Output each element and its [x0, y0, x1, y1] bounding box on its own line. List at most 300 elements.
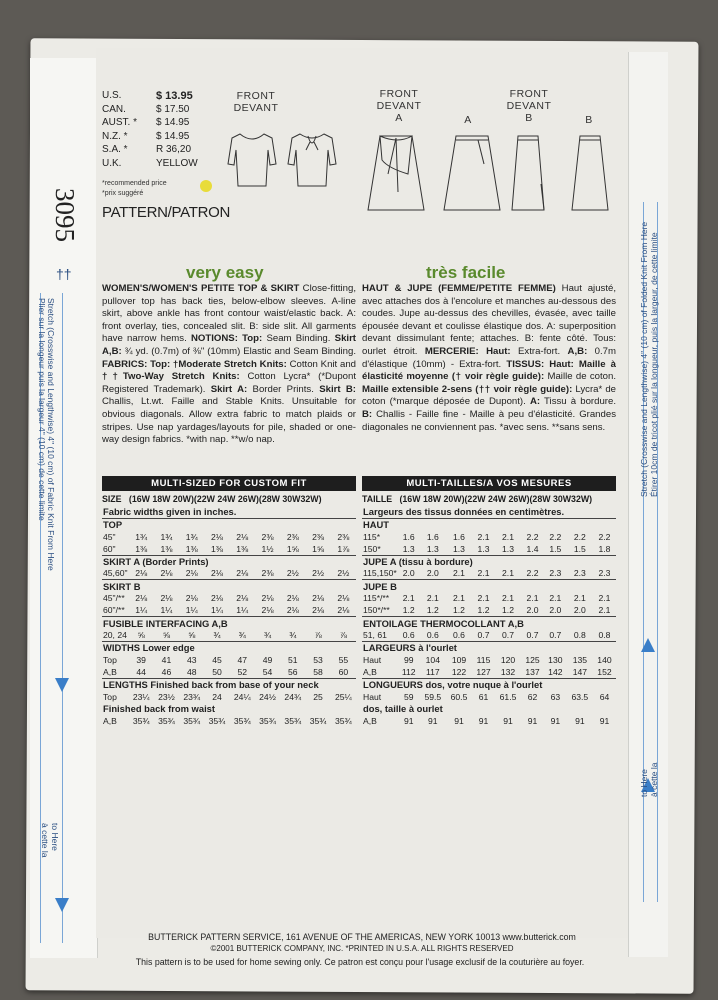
table-cell: 1¼ [236, 605, 249, 616]
table-cell: 2.2 [598, 531, 611, 542]
price-country: U.S. [102, 90, 122, 101]
level-french: très facile [426, 263, 506, 282]
table-cell: 63 [550, 691, 561, 702]
table-cell: 91 [550, 716, 561, 727]
table-cell: 1.2 [477, 605, 490, 616]
table-cell: 35¾ [183, 716, 201, 727]
desc-text-run: Challis - Faille fine - Maille à peu d'élasticité. Grandes diagonales ne conviennent pas. *avec sens. **sans sens. [362, 408, 616, 433]
table-cell: 35¾ [158, 716, 175, 727]
table-row [362, 629, 616, 641]
table-cell: 112 [401, 666, 416, 677]
table-cell: 2.1 [477, 531, 490, 542]
left-a-cette: à cette la [40, 823, 50, 858]
description-french [362, 283, 616, 434]
table-cell: 2⅛ [211, 593, 223, 604]
table-row-label: A,B [103, 666, 117, 677]
table-cell: 49 [262, 654, 273, 665]
table-cell: 2.1 [502, 568, 514, 579]
table-cell: 2.2 [526, 568, 539, 579]
table-cell: 35¾ [284, 716, 302, 727]
table-cell: 99 [403, 654, 414, 665]
table-cell: 52 [237, 666, 248, 677]
desc-bold-run: TISSUS: Haut: Maille à élasticité moyenne († voir règle guide): [362, 358, 616, 383]
table-cell: 2⅛ [261, 605, 274, 616]
table-cell: 2.1 [426, 593, 439, 604]
table-cell: 2.1 [526, 593, 539, 604]
table-row-label: 150*/** [363, 605, 390, 616]
table-cell: 59 [403, 691, 414, 702]
table-section-label: Largeurs des tissus données en centimètres. [363, 506, 565, 518]
table-cell: 35¾ [259, 716, 276, 727]
table-cell: 132 [500, 666, 516, 677]
table-cell: 62 [527, 691, 538, 702]
table-cell: 2.2 [573, 531, 586, 542]
table-cell: 0.7 [502, 629, 514, 640]
yardage-table-english [102, 506, 356, 727]
table-cell: 2.0 [573, 605, 586, 616]
size-row-english: SIZE (16W 18W 20W)(22W 24W 26W)(28W 30W32W) [102, 494, 322, 504]
stretch-symbols: †† [56, 266, 72, 282]
table-cell: 2⅛ [236, 593, 249, 604]
desc-bold-run: Skirt A,B: [102, 333, 357, 357]
table-cell: 2.2 [526, 531, 539, 542]
stretch-arrow-down-icon [55, 678, 69, 692]
table-cell: 59.5 [424, 691, 442, 702]
size-row-french: TAILLE (16W 18W 20W)(22W 24W 26W)(28W 30W32W) [362, 494, 593, 504]
table-row [102, 580, 356, 592]
table-cell: 2⅛ [135, 593, 148, 604]
yellow-color-dot [200, 180, 212, 192]
table-cell: 2.3 [598, 568, 611, 579]
price-amount: $ 17.50 [156, 103, 190, 115]
table-cell: 58 [313, 666, 323, 677]
table-cell: 2.2 [549, 531, 562, 542]
left-stretch-gauge [30, 58, 98, 958]
table-row [362, 592, 616, 604]
table-cell: 2.1 [477, 568, 490, 579]
table-row-label: 115*/** [363, 593, 390, 604]
table-cell: 91 [428, 716, 438, 727]
table-cell: 1⅝ [312, 543, 325, 554]
description-english [102, 283, 356, 447]
table-cell: 1.5 [573, 543, 586, 554]
table-row-label: Haut [363, 691, 382, 702]
table-row [102, 678, 356, 690]
table-cell: 1.3 [402, 543, 415, 554]
skirt-sketches-icon [358, 134, 620, 214]
table-cell: 55 [338, 654, 349, 665]
table-cell: 127 [476, 666, 491, 677]
table-cell: 24¾ [284, 691, 302, 702]
table-row-label: 115,150* [363, 568, 397, 579]
table-cell: 1.2 [402, 605, 415, 616]
table-cell: 2⅜ [312, 531, 325, 542]
table-cell: 47 [237, 654, 248, 665]
price-country: N.Z. * [102, 130, 128, 142]
table-row [102, 567, 356, 579]
desc-text-run: Close-fitting, pullover top has back ties, below-elbow sleeves. A-line skirt, above ankle has front contour waist/elastic back. A: front overlay, ties, concealed slit. B: side slit. All garments have narrow hems. [102, 283, 357, 345]
table-cell: 2.3 [573, 568, 586, 579]
desc-text-run: ¾ yd. (0.7m) of ⅜" (10mm) Elastic and Seam Binding. [121, 345, 356, 357]
suggested-note: *prix suggéré [102, 190, 144, 197]
right-strip-text-2: Étirer 10cm de tricot plié sur la longueur, puis la largeur, de cette limite [649, 232, 659, 497]
table-cell: 43 [186, 654, 197, 665]
table-row [102, 629, 356, 641]
price-country: S.A. * [102, 144, 128, 155]
table-cell: 0.8 [598, 629, 611, 640]
price-amount: YELLOW [156, 157, 198, 169]
table-cell: 1.2 [502, 605, 514, 616]
section-bar-french: MULTI-TAILLES/A VOS MESURES [362, 476, 616, 491]
table-cell: 152 [597, 666, 612, 677]
table-cell: 2⅛ [185, 568, 198, 579]
table-section-label: Finished back from waist [103, 703, 216, 715]
table-cell: 91 [503, 716, 513, 727]
table-cell: 2⅜ [286, 531, 299, 542]
table-row [102, 604, 356, 616]
table-cell: 1⅞ [337, 543, 350, 554]
desc-bold-run: Top: [242, 333, 263, 345]
table-cell: 61 [478, 691, 489, 702]
table-row [362, 703, 616, 715]
table-cell: ⅝ [162, 629, 171, 640]
table-row [102, 592, 356, 604]
table-cell: 1.3 [502, 543, 514, 554]
table-cell: 51 [288, 654, 298, 665]
desc-text-run: Extra-fort. [510, 345, 568, 357]
table-cell: 0.6 [426, 629, 439, 640]
table-row-label: 60" [103, 543, 116, 554]
pattern-patron-label: PATTERN/PATRON [102, 204, 231, 221]
desc-bold-run: Skirt A: [210, 383, 248, 395]
table-row [102, 518, 356, 530]
price-amount: $ 14.95 [156, 117, 190, 128]
table-section-label: LARGEURS à l'ourlet [362, 641, 616, 653]
table-cell: ⅞ [314, 629, 322, 640]
table-row-label: Haut [363, 654, 382, 665]
table-cell: 23¾ [183, 691, 201, 702]
desc-bold-run: MERCERIE: Haut: [424, 345, 511, 357]
desc-bold-run: ††Two-Way Stretch Knits: [102, 371, 240, 383]
table-cell: 35¾ [208, 716, 226, 727]
section-bar-english: MULTI-SIZED FOR CUSTOM FIT [102, 476, 356, 491]
right-stretch-gauge [628, 52, 668, 957]
table-cell: 1.3 [426, 543, 439, 554]
price-amount: R 36,20 [156, 144, 192, 155]
left-to-here: to Here [50, 823, 60, 851]
table-cell: 2.1 [453, 568, 465, 579]
desc-text-run: Cotton Knit and [286, 358, 356, 370]
table-cell: ⅞ [339, 629, 347, 640]
table-cell: 2⅛ [312, 605, 325, 616]
table-cell: 1¼ [185, 605, 198, 616]
table-cell: 1.2 [426, 605, 439, 616]
table-cell: 1.3 [477, 543, 490, 554]
table-cell: 91 [403, 716, 414, 727]
stretch-arrow-up-icon [641, 638, 655, 652]
table-cell: 91 [527, 716, 538, 727]
price-country: U.K. [102, 157, 122, 169]
table-section-label: JUPE A (tissu à bordure) [362, 555, 616, 567]
table-section-label: ENTOILAGE THERMOCOLLANT A,B [362, 617, 616, 629]
table-section-label: JUPE B [362, 580, 616, 592]
table-cell: 63.5 [571, 691, 589, 702]
desc-text-run: 0.7m d'élastique (10mm) - Extra-fort. [362, 345, 617, 370]
desc-text-run: Border Prints. [247, 383, 320, 395]
table-row [102, 703, 356, 715]
table-cell: 2.0 [426, 568, 439, 579]
desc-text-run: Challis, Lt.wt. Faille and Stable Knits. Unsuitable for obvious diagonals. Allow extra fabric to match plaids or stripes. Use nap yardages/layouts for pile, shaded or one-way design fabrics. *with nap. **w/o nap. [102, 396, 356, 446]
table-row-label: 45,60" [103, 568, 128, 579]
table-row [102, 654, 356, 666]
table-cell: 125 [525, 654, 540, 665]
table-cell: 2⅜ [337, 531, 350, 542]
table-cell: 1½ [261, 543, 274, 554]
table-row [102, 641, 356, 653]
table-row-label: 150* [363, 543, 381, 554]
desc-text-run: Tissu à bordure. [540, 396, 616, 408]
table-cell: 2⅛ [286, 605, 299, 616]
table-row [102, 715, 356, 727]
table-cell: 1⅜ [236, 543, 249, 554]
right-a-cette: à cette la [649, 762, 659, 797]
table-cell: 23½ [158, 691, 175, 702]
table-row-label: 45" [103, 531, 116, 542]
desc-bold-run: WOMEN'S/WOMEN'S PETITE TOP & SKIRT [102, 283, 300, 294]
level-english: very easy [186, 263, 264, 282]
table-cell: 2⅛ [135, 568, 148, 579]
desc-bold-run: A: [529, 396, 541, 408]
table-section-label: WIDTHS Lower edge [102, 641, 356, 653]
desc-bold-run: A,B: [567, 345, 588, 357]
table-cell: 2⅛ [211, 568, 223, 579]
table-cell: 24½ [259, 691, 276, 702]
table-row [362, 678, 616, 690]
table-cell: 2⅛ [160, 568, 173, 579]
price-country: AUST. * [102, 117, 138, 128]
table-row [102, 555, 356, 567]
table-row [362, 531, 616, 543]
table-cell: 53 [313, 654, 323, 665]
table-section-label: SKIRT A (Border Prints) [102, 555, 356, 567]
view-label-front-top: FRONT DEVANT [233, 90, 279, 114]
table-cell: 35¾ [132, 716, 150, 727]
table-cell: 48 [186, 666, 197, 677]
table-cell: 1⅜ [211, 543, 223, 554]
table-section-label: HAUT [362, 518, 616, 530]
desc-bold-run: Maille extensible 2-sens (†† voir règle guide): [362, 383, 573, 395]
table-cell: ⅝ [188, 629, 196, 640]
table-cell: 41 [161, 654, 172, 665]
table-cell: 1.4 [526, 543, 539, 554]
table-cell: 2⅛ [160, 593, 173, 604]
table-section-label: LONGUEURS dos, votre nuque à l'ourlet [362, 678, 616, 690]
table-cell: 45 [212, 654, 222, 665]
table-cell: 1⅝ [286, 543, 299, 554]
table-cell: 2⅛ [312, 593, 325, 604]
desc-bold-run: FABRICS: [102, 358, 148, 370]
table-cell: 1¼ [160, 605, 173, 616]
table-cell: 1¾ [185, 531, 198, 542]
table-cell: 2.1 [573, 593, 586, 604]
table-cell: 2.1 [502, 531, 514, 542]
table-cell: ¾ [213, 629, 221, 640]
desc-bold-run: Skirt B: [319, 383, 357, 395]
table-cell: 2.1 [549, 593, 562, 604]
desc-text-run: Cotton Lycra* (*Dupont Registered Trademark). [102, 371, 356, 395]
table-cell: 0.8 [573, 629, 586, 640]
table-cell: 2.1 [598, 593, 611, 604]
table-cell: 2.1 [477, 593, 490, 604]
table-cell: 109 [451, 654, 467, 665]
table-cell: 91 [478, 716, 489, 727]
table-row [102, 666, 356, 678]
table-cell: 1.6 [402, 531, 415, 542]
view-label-front-skirt-a: FRONT DEVANT A [376, 88, 422, 124]
table-row [362, 604, 616, 616]
table-row-label: A,B [103, 716, 117, 727]
table-row [362, 641, 616, 653]
table-cell: 2⅛ [286, 593, 299, 604]
desc-bold-run: Top: †Moderate Stretch Knits: [150, 358, 287, 370]
table-row [102, 617, 356, 629]
stretch-arrow-down-icon [55, 898, 69, 912]
table-row-label: A,B [363, 716, 377, 727]
table-cell: 2⅛ [337, 593, 350, 604]
table-cell: 104 [425, 654, 440, 665]
desc-text-run: Lycra* de coton (*marque déposée de Dupont). [362, 383, 616, 408]
table-cell: 137 [525, 666, 540, 677]
desc-bold-run: HAUT & JUPE (FEMME/PETITE FEMME) [362, 283, 556, 294]
price-amount: $ 14.95 [156, 130, 190, 142]
table-row [362, 567, 616, 579]
table-cell: 46 [161, 666, 172, 677]
table-section-label: dos, taille à ourlet [363, 703, 443, 715]
table-row [362, 506, 616, 518]
table-cell: 2⅜ [261, 531, 274, 542]
table-cell: 0.6 [402, 629, 415, 640]
table-cell: 147 [572, 666, 588, 677]
price-country: CAN. [102, 103, 126, 115]
table-cell: 2.0 [526, 605, 539, 616]
table-cell: 54 [262, 666, 273, 677]
table-row-label: 60"/** [103, 605, 125, 616]
table-row [362, 518, 616, 530]
table-cell: 2.1 [502, 593, 514, 604]
table-row-label: 45"/** [103, 593, 125, 604]
table-cell: 2⅜ [261, 568, 274, 579]
desc-bold-run: B: [362, 408, 373, 420]
table-row-label: 51, 61 [363, 629, 387, 640]
table-cell: 1.2 [453, 605, 465, 616]
table-cell: 142 [548, 666, 563, 677]
table-row [102, 506, 356, 518]
table-cell: 2.0 [549, 605, 562, 616]
view-label-back-a: A [464, 114, 472, 126]
table-cell: 50 [212, 666, 222, 677]
table-section-label: FUSIBLE INTERFACING A,B [102, 617, 356, 629]
table-cell: 2⅛ [337, 605, 350, 616]
table-cell: 91 [575, 716, 585, 727]
table-cell: 56 [288, 666, 298, 677]
table-section-label: SKIRT B [102, 580, 356, 592]
table-cell: 35¾ [334, 716, 352, 727]
table-cell: 1⅜ [160, 543, 173, 554]
table-section-label: LENGTHS Finished back from base of your neck [102, 678, 356, 690]
top-sketch-icon [226, 128, 338, 192]
table-row [102, 690, 356, 702]
table-row-label: Top [103, 654, 117, 665]
table-row [362, 690, 616, 702]
table-cell: 2⅛ [261, 593, 274, 604]
price-amount: $ 13.95 [156, 90, 193, 102]
table-cell: 2.1 [598, 605, 611, 616]
table-cell: 35¾ [233, 716, 251, 727]
table-cell: 122 [451, 666, 467, 677]
table-row [362, 715, 616, 727]
table-cell: 1⅜ [185, 543, 198, 554]
yardage-table-french [362, 506, 616, 727]
table-cell: 1¾ [135, 531, 148, 542]
table-row-label: 115* [363, 531, 381, 542]
table-cell: 1.6 [426, 531, 439, 542]
table-cell: 2⅛ [185, 593, 198, 604]
view-label-front-b: FRONT DEVANT B [506, 88, 552, 124]
table-row [362, 654, 616, 666]
table-cell: 2⅛ [236, 568, 249, 579]
table-cell: 1.6 [453, 531, 465, 542]
table-cell: 0.7 [477, 629, 490, 640]
table-cell: 39 [136, 654, 146, 665]
table-cell: 1⅜ [135, 543, 148, 554]
table-cell: 2.3 [549, 568, 562, 579]
table-cell: 61.5 [499, 691, 517, 702]
table-cell: 25 [313, 691, 323, 702]
table-cell: 2½ [312, 568, 325, 579]
table-cell: 140 [597, 654, 612, 665]
desc-text-run: Maille de coton. [544, 371, 616, 383]
table-cell: 60.5 [450, 691, 468, 702]
table-cell: 1¾ [160, 531, 173, 542]
table-cell: 2⅛ [211, 531, 223, 542]
footer-home-sewing: This pattern is to be used for home sewing only. Ce patron est conçu pour l'usage exclusif de la couturière au foyer. [135, 957, 585, 967]
footer-address: BUTTERICK PATTERN SERVICE, 161 AVENUE OF THE AMERICAS, NEW YORK 10013 www.butterick.com [148, 932, 576, 942]
table-row [362, 555, 616, 567]
table-row [362, 543, 616, 555]
table-cell: 44 [136, 666, 146, 677]
table-row [102, 531, 356, 543]
view-label-back-b: B [585, 114, 593, 126]
table-cell: 25¼ [334, 691, 352, 702]
table-cell: 24 [212, 691, 222, 702]
table-row-label: A,B [363, 666, 377, 677]
table-cell: 117 [425, 666, 440, 677]
table-cell: 130 [548, 654, 563, 665]
table-cell: 2½ [286, 568, 299, 579]
table-cell: ¾ [289, 629, 297, 640]
desc-text-run: Seam Binding. [262, 333, 335, 345]
table-row [362, 666, 616, 678]
table-cell: 91 [454, 716, 464, 727]
desc-text-run: Haut ajusté, avec attaches dos à l'encolure et manches au-dessous des coudes. Jupe au-dessus des chevilles, évasée, avec taille épousée devant et coulisse élastique dos. A: superposition devant dissimulant fente; attaches. B: fente côté. Tous: ourlet étroit. [362, 283, 616, 357]
table-cell: 1.8 [598, 543, 611, 554]
table-cell: 1.3 [453, 543, 465, 554]
table-row [102, 543, 356, 555]
table-cell: 2⅛ [236, 531, 249, 542]
table-cell: 2.1 [453, 593, 465, 604]
table-cell: 91 [599, 716, 610, 727]
table-row [362, 580, 616, 592]
